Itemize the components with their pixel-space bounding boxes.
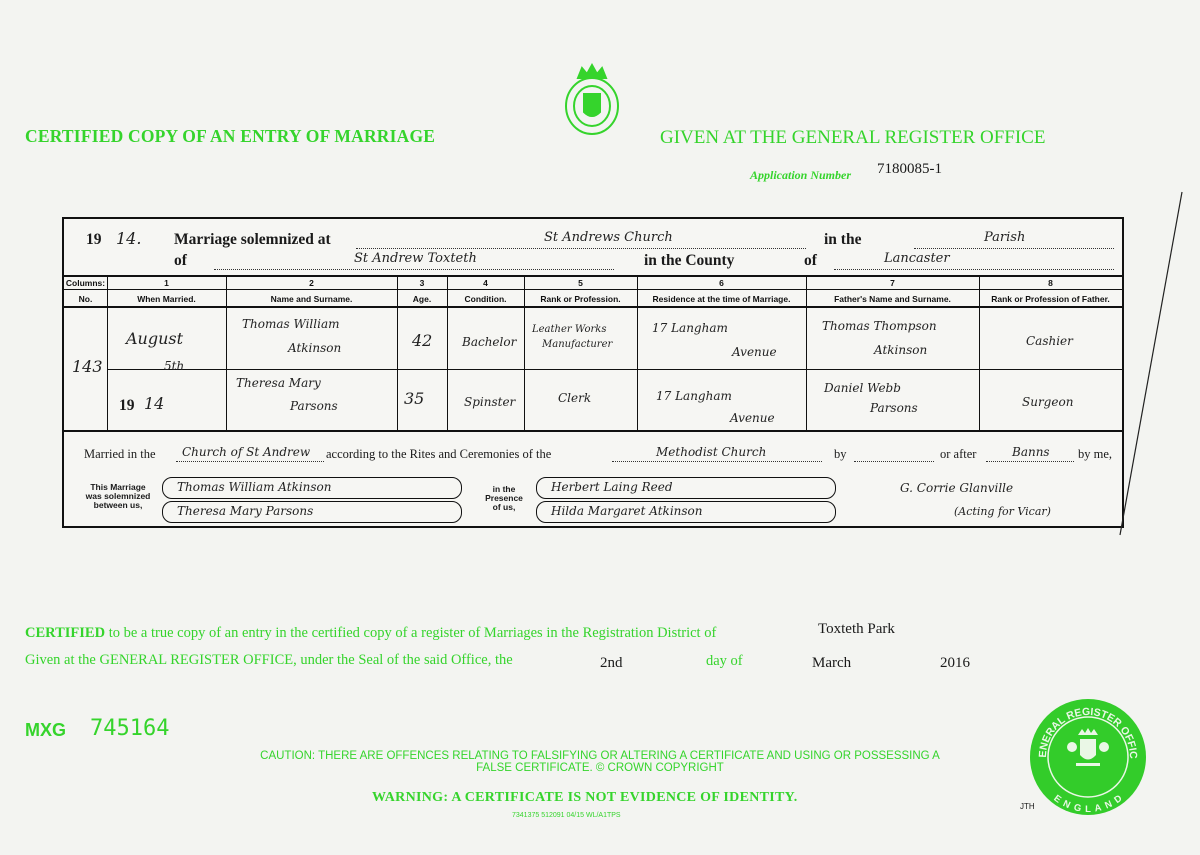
col-number-2: 2: [309, 278, 314, 288]
application-number-label: Application Number: [750, 168, 852, 182]
of-county-label: of: [804, 252, 817, 269]
col-header-father-rank: Rank or Profession of Father.: [991, 294, 1110, 304]
presence-label-3: of us,: [492, 502, 516, 512]
solemnized-between-label-1: This Marriage: [90, 482, 146, 492]
solemnized-between-label-2: was solemnized: [85, 491, 151, 501]
in-the-county-label: in the County: [644, 252, 735, 269]
when-year-prefix: 19: [119, 397, 135, 414]
witness-2-box: [536, 501, 836, 523]
groom-age: 42: [412, 331, 433, 350]
certification-text: to be a true copy of an entry in the certified copy of a register of Marriages in the Registration District of: [108, 625, 717, 641]
bride-father-name-1: Daniel Webb: [824, 381, 901, 395]
bride-condition: Spinster: [464, 395, 516, 409]
general-register-office-seal: [1028, 697, 1148, 817]
col-header-no: No.: [78, 294, 93, 304]
marriage-register-entry: [62, 217, 1124, 528]
groom-father-name-1: Thomas Thompson: [822, 319, 937, 333]
bride-name-given: Theresa Mary: [236, 376, 321, 390]
married-in: Church of St Andrew: [182, 445, 311, 459]
rites: Methodist Church: [656, 445, 767, 459]
certificate-title: CERTIFIED COPY OF AN ENTRY OF MARRIAGE: [25, 126, 436, 146]
bride-residence-2: Avenue: [730, 411, 775, 425]
issuer-initials: JTH: [1020, 802, 1035, 811]
given-at-text: Given at the GENERAL REGISTER OFFICE, under the Seal of the said Office, the: [25, 652, 513, 668]
bride-father-name-2: Parsons: [870, 401, 918, 415]
groom-name-surname: Atkinson: [288, 341, 342, 355]
by-label: by: [834, 447, 847, 461]
col-number-4: 4: [483, 278, 488, 288]
registration-district: St Andrew Toxteth: [354, 251, 477, 266]
col-number-6: 6: [719, 278, 724, 288]
groom-residence-2: Avenue: [732, 345, 777, 359]
year-suffix: 14.: [116, 229, 142, 248]
bride-residence-1: 17 Langham: [656, 389, 732, 403]
col-header-when-married: When Married.: [137, 294, 196, 304]
when-married-month: August: [126, 329, 184, 348]
serial-number: 745164: [90, 716, 170, 741]
of-label: of: [174, 252, 187, 269]
by-me-label: by me,: [1078, 447, 1113, 461]
banns: Banns: [1012, 445, 1050, 459]
solemnized-between-label-3: between us,: [93, 500, 143, 510]
col-header-age: Age.: [412, 294, 432, 304]
groom-father-name-2: Atkinson: [874, 343, 928, 357]
groom-father-rank: Cashier: [1026, 334, 1073, 348]
certified-lead: CERTIFIED: [25, 625, 106, 641]
married-in-label: Married in the: [84, 447, 156, 461]
certification-year: 2016: [940, 655, 970, 671]
witness-2: Hilda Margaret Atkinson: [551, 504, 703, 518]
issuing-office: GIVEN AT THE GENERAL REGISTER OFFICE: [660, 127, 1046, 148]
presence-label-1: in the: [492, 484, 516, 494]
witness-1: Herbert Laing Reed: [551, 480, 673, 494]
groom-condition: Bachelor: [462, 335, 517, 349]
when-year-suffix: 14: [144, 394, 165, 413]
col-number-3: 3: [419, 278, 425, 288]
parish: Parish: [984, 230, 1026, 245]
bride-name-surname: Parsons: [290, 399, 338, 413]
witness-1-box: [536, 477, 836, 499]
groom-residence-1: 17 Langham: [652, 321, 728, 335]
presence-label-2: Presence: [485, 493, 523, 503]
year-prefix: 19: [86, 231, 102, 248]
col-header-condition: Condition.: [464, 294, 507, 304]
fold-line: [1108, 190, 1188, 540]
when-married-day: 5th: [164, 359, 185, 373]
col-number-5: 5: [578, 278, 583, 288]
certification-day: 2nd: [600, 655, 623, 671]
col-header-father-name: Father's Name and Surname.: [834, 294, 951, 304]
groom-signature-box: [162, 477, 462, 499]
col-header-name: Name and Surname.: [270, 294, 353, 304]
county: Lancaster: [884, 251, 950, 266]
officiant-signature: G. Corrie Glanville: [900, 481, 1014, 495]
officiant-title: (Acting for Vicar): [954, 505, 1051, 518]
col-number-8: 8: [1048, 278, 1053, 288]
certification-month: March: [812, 655, 852, 671]
col-number-7: 7: [890, 278, 895, 288]
groom-rank-1: Leather Works: [532, 324, 607, 335]
groom-name-given: Thomas William: [242, 317, 340, 331]
warning-text: WARNING: A CERTIFICATE IS NOT EVIDENCE OF IDENTITY.: [372, 790, 798, 805]
groom-rank-2: Manufacturer: [542, 339, 613, 350]
bride-signature-box: [162, 501, 462, 523]
bride-father-rank: Surgeon: [1022, 395, 1074, 409]
col-header-rank: Rank or Profession.: [540, 294, 621, 304]
in-the-label: in the: [824, 231, 862, 248]
caution-line-2: FALSE CERTIFICATE. © CROWN COPYRIGHT: [476, 762, 724, 774]
royal-crest-icon: [556, 60, 628, 140]
day-of-label: day of: [706, 653, 743, 669]
bride-signature: Theresa Mary Parsons: [177, 504, 314, 518]
serial-prefix: MXG: [25, 720, 67, 740]
groom-signature: Thomas William Atkinson: [177, 480, 332, 494]
place-of-marriage: St Andrews Church: [544, 230, 673, 245]
application-number: 7180085-1: [877, 161, 942, 177]
print-code: 7341375 512091 04/15 WL/A1TPS: [512, 812, 621, 819]
col-number-1: 1: [164, 278, 169, 288]
caution-line-1: CAUTION: THERE ARE OFFENCES RELATING TO FALSIFYING OR ALTERING A CERTIFICATE AND USING OR POSSESSING A: [260, 750, 940, 762]
columns-label: Columns:: [65, 278, 106, 288]
solemnized-label: Marriage solemnized at: [174, 231, 331, 248]
registration-district-value: Toxteth Park: [818, 621, 895, 637]
bride-rank: Clerk: [558, 391, 592, 405]
rites-label: according to the Rites and Ceremonies of the: [326, 447, 552, 461]
seal-bottom-text: ENGLAND: [1051, 792, 1125, 815]
bride-age: 35: [404, 389, 425, 408]
seal-top-text: ENERAL REGISTER OFFIC: [1036, 705, 1140, 759]
or-after-label: or after: [940, 447, 977, 461]
col-header-residence: Residence at the time of Marriage.: [652, 294, 791, 304]
entry-number: 143: [72, 357, 103, 376]
